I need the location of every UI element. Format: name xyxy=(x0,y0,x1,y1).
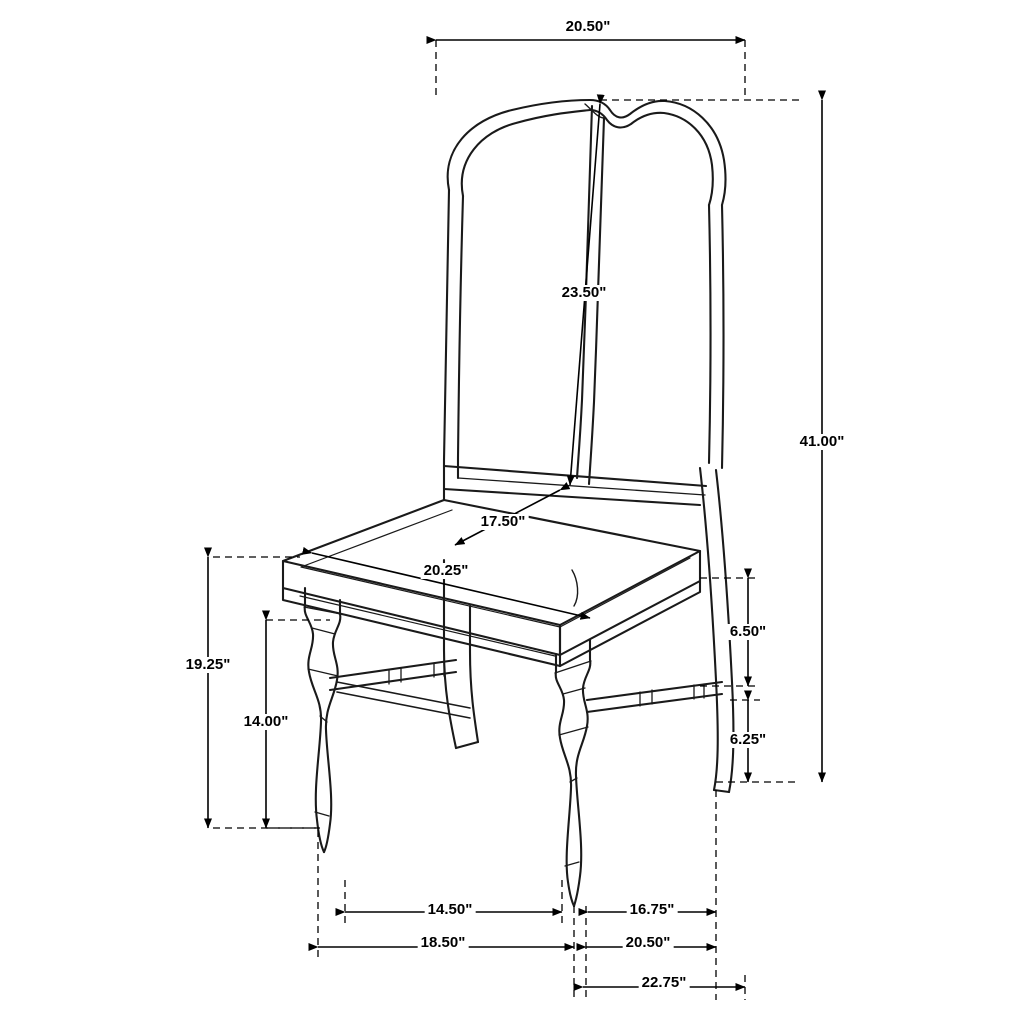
dimension-label-overall-height: 41.00" xyxy=(797,434,848,450)
dimension-label-rail-drop: 6.25" xyxy=(727,732,769,748)
dimension-label-seat-width: 20.25" xyxy=(421,563,472,579)
dimension-label-base-width-3: 22.75" xyxy=(639,975,690,991)
dimension-label-base-width-1: 18.50" xyxy=(418,935,469,951)
dimension-label-stretcher-height: 14.00" xyxy=(241,714,292,730)
dimension-label-side-leg-span: 16.75" xyxy=(627,902,678,918)
chair-illustration xyxy=(283,100,733,906)
dimension-label-seat-height: 19.25" xyxy=(183,657,234,673)
dimension-label-front-leg-span: 14.50" xyxy=(425,902,476,918)
dimension-label-back-height: 23.50" xyxy=(559,285,610,301)
dimension-label-top-width: 20.50" xyxy=(563,19,614,35)
dimension-label-seat-depth: 17.50" xyxy=(478,514,529,530)
dimension-label-seat-thickness: 6.50" xyxy=(727,624,769,640)
dimension-label-base-width-2: 20.50" xyxy=(623,935,674,951)
